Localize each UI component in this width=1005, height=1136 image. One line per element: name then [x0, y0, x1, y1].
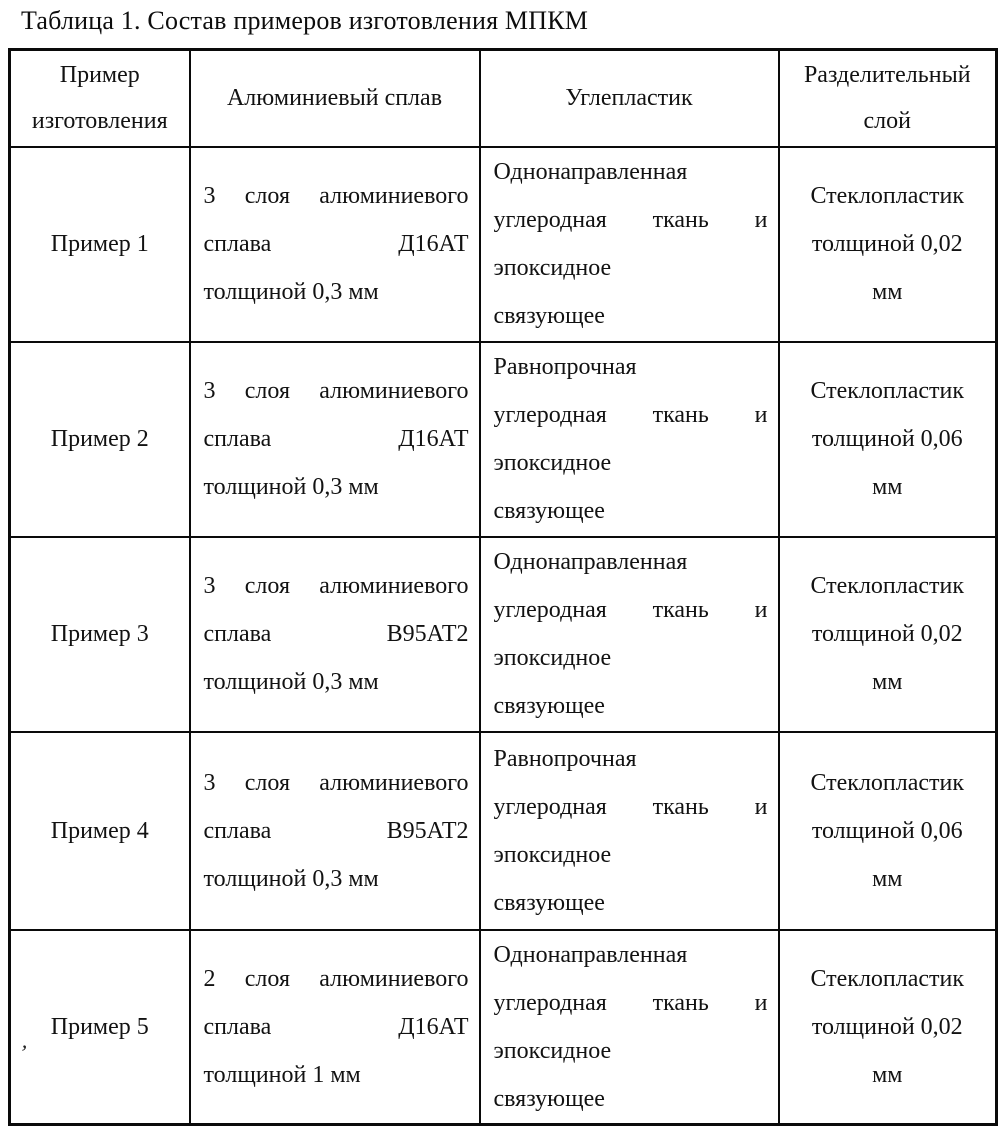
text-line — [204, 610, 469, 658]
text-line: эпоксидное — [493, 255, 612, 281]
cell-alloy — [190, 537, 480, 732]
example-label: Пример 5 — [50, 1013, 149, 1040]
text-line: Разделительный — [803, 62, 971, 89]
text-line: Однонаправленная — [493, 941, 688, 968]
cell-example — [10, 930, 190, 1125]
text-line: Однонаправленная — [493, 549, 688, 575]
cell-alloy-text — [191, 955, 479, 1099]
cell-carbon — [480, 930, 779, 1125]
text-line: Алюминиевый сплав — [226, 85, 443, 112]
text-line — [494, 783, 768, 831]
example-label: Пример 1 — [50, 231, 149, 257]
cell-separator — [779, 732, 997, 930]
text-line — [204, 367, 469, 415]
text-line — [204, 1003, 469, 1051]
text-line: толщиной 0,06 — [811, 426, 963, 452]
text-line: связующее — [493, 498, 605, 524]
text-word: алюминиевого — [319, 965, 469, 992]
text-line: Однонаправленная — [493, 159, 688, 185]
text-word: ткань — [652, 597, 709, 623]
text-line: мм — [872, 1061, 903, 1088]
cell-alloy — [190, 342, 480, 537]
header-separating-layer-text — [780, 52, 996, 144]
text-word: Д16АТ — [398, 426, 469, 452]
text-line: толщиной 0,3 мм — [203, 279, 379, 305]
cell-alloy-text — [191, 562, 479, 706]
table-header-row — [10, 50, 997, 147]
text-word: ткань — [652, 793, 709, 820]
header-example-text — [11, 52, 189, 144]
text-word: сплава — [203, 231, 272, 257]
text-word: алюминиевого — [319, 378, 469, 404]
cell-example-text — [11, 415, 189, 463]
text-word: слоя — [244, 965, 290, 992]
text-line — [204, 807, 469, 855]
text-line: толщиной 0,02 — [811, 621, 963, 647]
cell-alloy-text — [191, 172, 479, 316]
cell-separator-text — [780, 562, 996, 706]
table-row — [10, 342, 997, 537]
text-line: Стеклопластик — [810, 769, 965, 796]
text-line: эпоксидное — [493, 1037, 612, 1064]
text-line: эпоксидное — [493, 841, 612, 868]
example-label: Пример 3 — [50, 621, 149, 647]
cell-carbon — [480, 342, 779, 537]
text-line: толщиной 0,02 — [811, 1013, 963, 1040]
text-word: 3 — [203, 378, 216, 404]
text-word: и — [754, 989, 768, 1016]
text-line: Углепластик — [565, 85, 693, 112]
text-line: связующее — [493, 889, 605, 916]
text-line: толщиной 0,3 мм — [203, 865, 379, 892]
text-line — [494, 586, 768, 634]
text-line — [494, 391, 768, 439]
text-line: толщиной 0,02 — [811, 231, 963, 257]
cell-example — [10, 732, 190, 930]
cell-carbon-text — [481, 343, 778, 535]
text-word: углеродная — [493, 207, 607, 233]
text-line: мм — [872, 279, 903, 305]
table-row — [10, 537, 997, 732]
header-aluminium-alloy — [190, 50, 480, 147]
text-word: сплава — [203, 1013, 272, 1040]
text-line: связующее — [493, 303, 605, 329]
text-word: ткань — [652, 989, 709, 1016]
text-line: толщиной 0,3 мм — [203, 669, 379, 695]
cell-alloy-text — [191, 367, 479, 511]
text-word: 3 — [203, 769, 216, 796]
text-word: алюминиевого — [319, 183, 469, 209]
cell-carbon-text — [481, 148, 778, 340]
text-line: Пример — [59, 62, 140, 89]
cell-carbon — [480, 537, 779, 732]
cell-example-text — [11, 610, 189, 658]
text-word: слоя — [244, 183, 290, 209]
cell-example — [10, 342, 190, 537]
text-line: Равнопрочная — [493, 745, 637, 772]
text-word: Д16АТ — [398, 231, 469, 257]
text-line: толщиной 0,3 мм — [203, 474, 379, 500]
header-carbon-plastic-text — [481, 75, 778, 121]
cell-alloy — [190, 930, 480, 1125]
text-line: эпоксидное — [493, 450, 612, 476]
header-carbon-plastic — [480, 50, 779, 147]
text-word: алюминиевого — [319, 769, 469, 796]
table-row — [10, 147, 997, 342]
table-row — [10, 732, 997, 930]
header-aluminium-alloy-text — [191, 75, 479, 121]
cell-separator-text — [780, 367, 996, 511]
text-line: Стеклопластик — [810, 573, 965, 599]
composition-table — [8, 48, 998, 1126]
text-line: связующее — [493, 1085, 605, 1112]
text-line — [204, 220, 469, 268]
text-word: и — [754, 793, 768, 820]
page-title: Таблица 1. Состав примеров изготовления МПКМ — [21, 6, 589, 35]
text-word: слоя — [244, 769, 290, 796]
cell-separator-text — [780, 759, 996, 903]
scan-artifact-mark: ’ — [18, 1039, 30, 1066]
text-word: Д16АТ — [398, 1013, 469, 1040]
cell-separator-text — [780, 955, 996, 1099]
text-line — [204, 172, 469, 220]
cell-carbon-text — [481, 538, 778, 730]
cell-example-text — [11, 220, 189, 268]
text-line — [204, 415, 469, 463]
text-line: Стеклопластик — [810, 378, 965, 404]
text-word: сплава — [203, 621, 272, 647]
cell-example — [10, 147, 190, 342]
text-line — [204, 759, 469, 807]
cell-example — [10, 537, 190, 732]
text-word: ткань — [652, 402, 709, 428]
cell-carbon — [480, 147, 779, 342]
text-word: и — [754, 207, 768, 233]
text-word: 3 — [203, 183, 216, 209]
example-label: Пример 4 — [50, 817, 149, 844]
text-word: углеродная — [493, 402, 607, 428]
text-line — [204, 955, 469, 1003]
text-line: слой — [863, 108, 911, 135]
example-label: Пример 2 — [50, 426, 149, 452]
header-example — [10, 50, 190, 147]
cell-separator — [779, 342, 997, 537]
text-word: 2 — [203, 965, 216, 992]
text-word: 3 — [203, 573, 216, 599]
text-word: углеродная — [493, 793, 607, 820]
text-line: Стеклопластик — [810, 965, 965, 992]
cell-carbon — [480, 732, 779, 930]
text-line — [204, 562, 469, 610]
table-row — [10, 930, 997, 1125]
text-word: В95АТ2 — [386, 621, 469, 647]
text-word: ткань — [652, 207, 709, 233]
cell-carbon-text — [481, 735, 778, 927]
cell-carbon-text — [481, 931, 778, 1123]
header-separating-layer — [779, 50, 997, 147]
text-word: слоя — [244, 573, 290, 599]
text-line: эпоксидное — [493, 645, 612, 671]
text-word: слоя — [244, 378, 290, 404]
text-line — [494, 979, 768, 1027]
text-line: толщиной 1 мм — [203, 1061, 361, 1088]
cell-example-text — [11, 807, 189, 855]
text-line: толщиной 0,06 — [811, 817, 963, 844]
text-word: сплава — [203, 426, 272, 452]
text-word: углеродная — [493, 597, 607, 623]
cell-separator — [779, 537, 997, 732]
text-line: мм — [872, 474, 903, 500]
text-line: мм — [872, 865, 903, 892]
cell-separator — [779, 147, 997, 342]
cell-separator-text — [780, 172, 996, 316]
text-word: углеродная — [493, 989, 607, 1016]
text-line: Равнопрочная — [493, 354, 637, 380]
cell-alloy-text — [191, 759, 479, 903]
text-word: и — [754, 402, 768, 428]
text-word: алюминиевого — [319, 573, 469, 599]
text-word: и — [754, 597, 768, 623]
text-line: Стеклопластик — [810, 183, 965, 209]
text-line — [494, 196, 768, 244]
cell-separator — [779, 930, 997, 1125]
text-line: связующее — [493, 693, 605, 719]
cell-example-text — [11, 1003, 189, 1051]
text-word: сплава — [203, 817, 272, 844]
text-word: В95АТ2 — [386, 817, 469, 844]
text-line: изготовления — [31, 108, 168, 135]
cell-alloy — [190, 147, 480, 342]
cell-alloy — [190, 732, 480, 930]
text-line: мм — [872, 669, 903, 695]
